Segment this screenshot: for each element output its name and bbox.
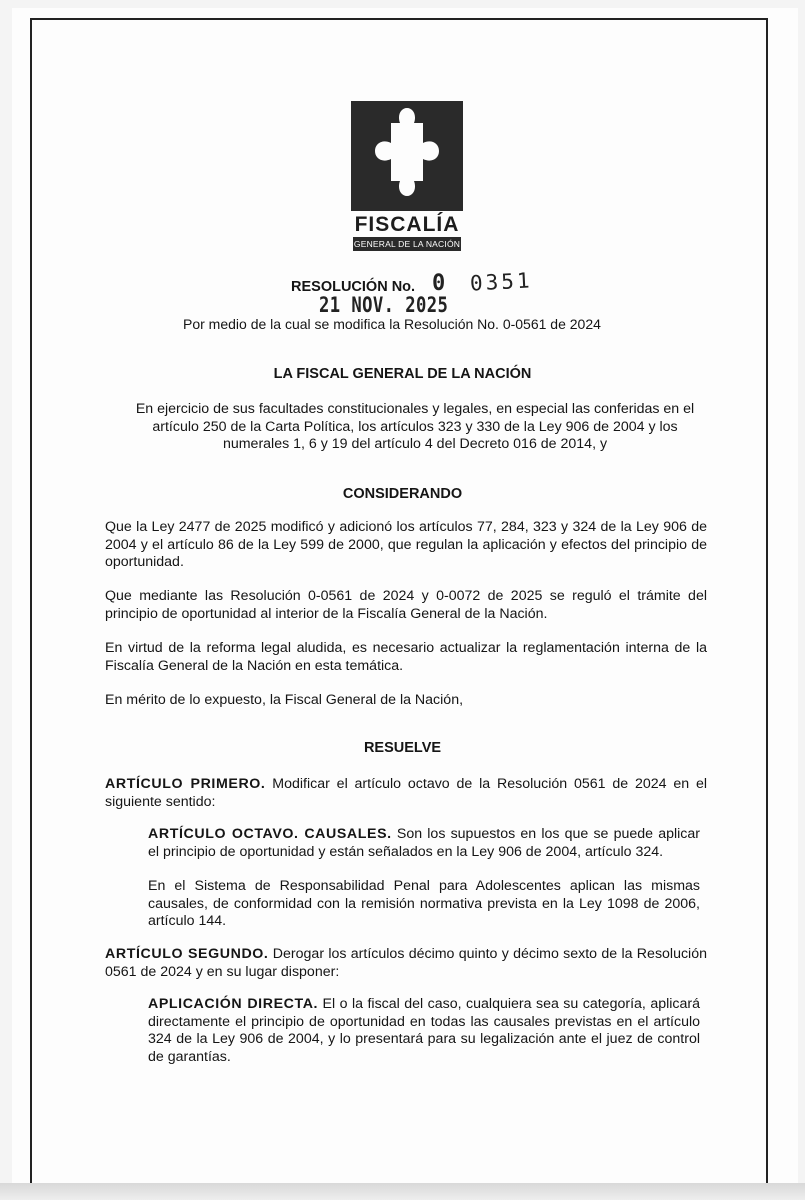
considering-paragraph-1: Que la Ley 2477 de 2025 modificó y adicionó los artículos 77, 284, 323 y 324 de la Ley 906 de 2004 y el artículo 86 de la Ley 599 de 2000, que regulan la aplicación y efectos del principio de oportunidad. bbox=[105, 519, 707, 570]
considering-paragraph-3: En virtud de la reforma legal aludida, es necesario actualizar la reglamentación interna de la Fiscalía General de la Nación en esta temática. bbox=[105, 640, 707, 674]
considering-paragraph-4: En mérito de lo expuesto, la Fiscal General de la Nación, bbox=[105, 692, 464, 708]
article-eighth-paragraph-2: En el Sistema de Responsabilidad Penal para Adolescentes aplican las mismas causales, de conformidad con la remisión normativa prevista en la Ley 1098 de 2006, artículo 144. bbox=[148, 878, 700, 929]
considering-title: CONSIDERANDO bbox=[342, 486, 463, 502]
resolution-number-stamp: 0351 bbox=[469, 268, 534, 296]
article-first-heading: ARTÍCULO PRIMERO. bbox=[105, 776, 266, 792]
authority-intro: En ejercicio de sus facultades constitucionales y legales, en especial las conferidas en el artículo 250 de la Carta Política, los artículos 323 y 330 de la Ley 906 de 2004 y los numerales 1, 6 y 19 del artículo 4 del Decreto 016 de 2014, y bbox=[135, 401, 695, 452]
considering-paragraph-2: Que mediante las Resolución 0-0561 de 2024 y 0-0072 de 2025 se reguló el trámite del principio de oportunidad al interior de la Fiscalía General de la Nación. bbox=[105, 588, 707, 622]
article-first bbox=[105, 776, 707, 811]
logo-subtitle: GENERAL DE LA NACIÓN bbox=[353, 239, 461, 249]
resolves-title: RESUELVE bbox=[363, 740, 442, 756]
logo-emblem bbox=[351, 101, 463, 211]
puzzle-piece-icon bbox=[351, 101, 463, 211]
stamp-prefix: 0 bbox=[432, 271, 446, 296]
resolution-date-stamp: 21 NOV. 2025 bbox=[319, 293, 449, 317]
authority-title: LA FISCAL GENERAL DE LA NACIÓN bbox=[273, 366, 532, 382]
article-first-text: Modificar el artículo octavo de la Resolución 0561 de 2024 en el siguiente sentido: bbox=[105, 776, 708, 810]
direct-application-heading: APLICACIÓN DIRECTA. bbox=[148, 996, 319, 1012]
article-eighth-heading: ARTÍCULO OCTAVO. CAUSALES. bbox=[148, 826, 392, 842]
article-second-text: Derogar los artículos décimo quinto y décimo sexto de la Resolución 0561 de 2024 y en su lugar disponer: bbox=[105, 946, 707, 980]
logo-name: FISCALÍA bbox=[354, 213, 460, 236]
resolution-label: RESOLUCIÓN No. bbox=[291, 279, 416, 295]
article-eighth-text: Son los supuestos en los que se puede aplicar el principio de oportunidad y están señalados en la Ley 906 de 2004, artículo 324. bbox=[148, 826, 700, 860]
article-eighth bbox=[148, 826, 700, 861]
direct-application-text: El o la fiscal del caso, cualquiera sea su categoría, aplicará directamente el principio de oportunidad en todas las causales previstas en el artículo 324 de la Ley 906 de 2004, y lo presentará para su legalización ante el juez de control de garantías. bbox=[148, 996, 700, 1065]
resolution-subtitle: Por medio de la cual se modifica la Resolución No. 0-0561 de 2024 bbox=[183, 316, 601, 332]
article-second-heading: ARTÍCULO SEGUNDO. bbox=[105, 946, 269, 962]
page-bottom-edge bbox=[0, 1183, 805, 1200]
fiscalia-logo bbox=[351, 101, 463, 253]
direct-application bbox=[148, 996, 700, 1066]
article-second bbox=[105, 946, 707, 981]
